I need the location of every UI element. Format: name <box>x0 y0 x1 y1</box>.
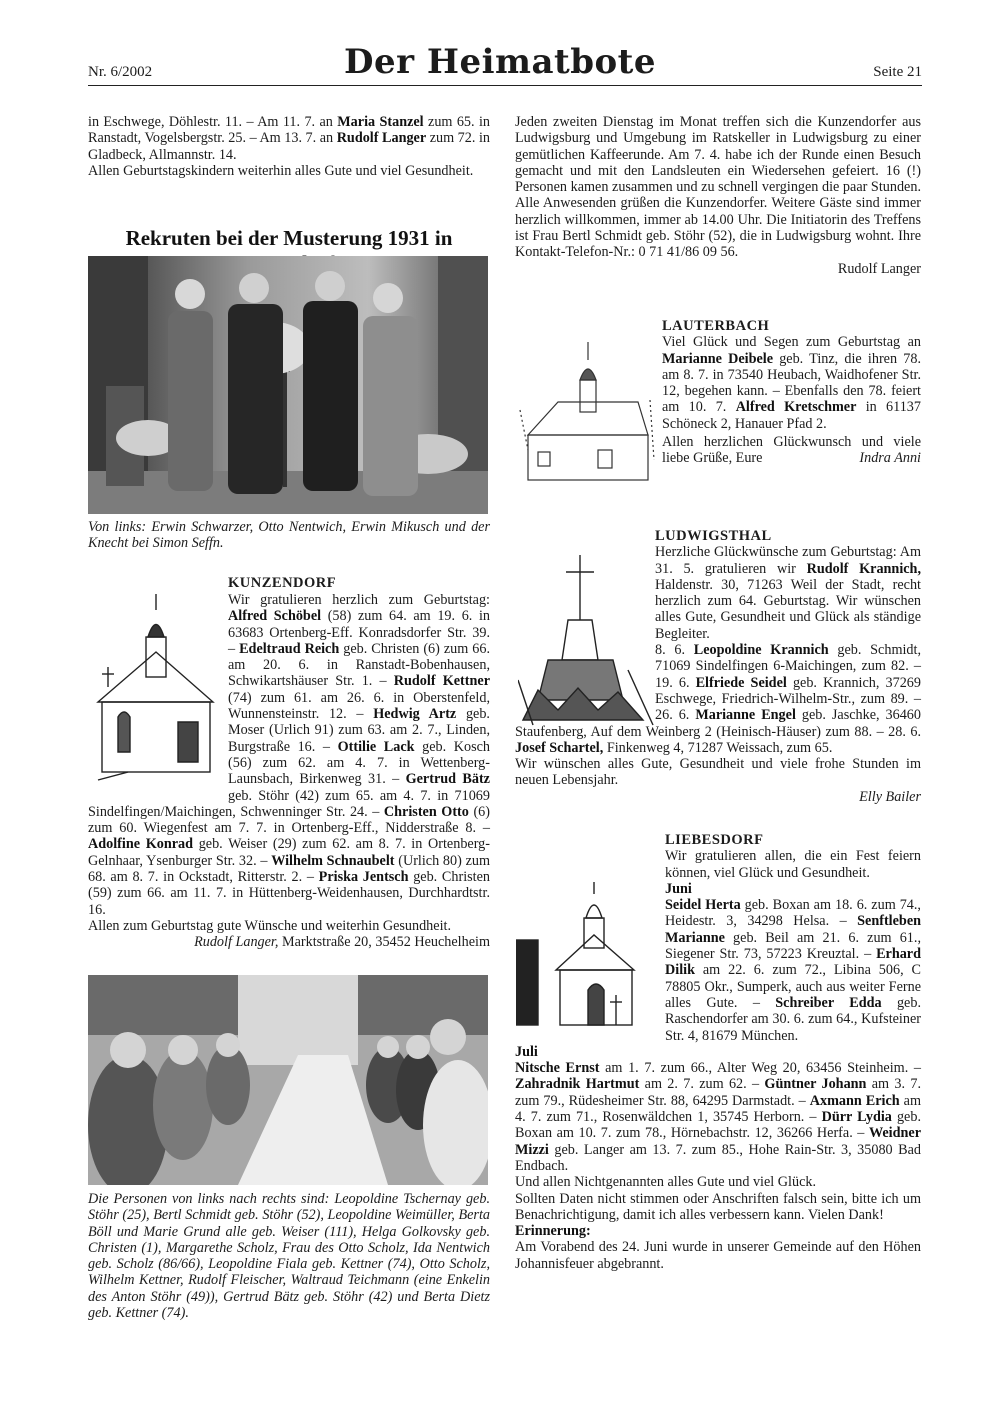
ludwigsthal-section: LUDWIGSTHAL Herzliche Glückwünsche zum Geburtstag: Am 31. 5. gratulieren wir Rudolf Krannich, Haldenstr. 30, 71263 Weil der Stadt, recht herzlich zum 64. Geburtstag. Wir wünschen alles Gute, Gesundheit und Glück als ständige Begleiter. 8. 6. Leopoldine Krannich geb. Schmidt, 71069 Sindelfingen 6-Maichingen, zum 82. – 19. 6. Elfriede Seidel geb. Krannich, 37269 Eschwege, Friedrich-Wilhelm-Str., zum 89. – 26. 6. Marianne Engel geb. Jaschke, 36460 Staufenberg, Auf dem Weinberg 2 (Heinisch-Häuser) zum 88. – 28. 6. Josef Schartel, Finkenweg 4, 71287 Weissach, zum 65. Wir wünschen alles Gute, Gesundheit und viele frohe Stunden im neuen Lebensjahr. Elly Bailer <box>515 528 922 805</box>
lauterbach-title: LAUTERBACH <box>662 318 770 334</box>
group-caption: Die Personen von links nach rechts sind: Leopoldine Tschernay geb. Stöhr (25), Bertl Schmidt geb. Stöhr (52), Leopoldine Weimüller, Berta Böll und Marie Grund alle geb. Weiser (111), Helga Golkovsky geb. Christen (1), Margarethe Scholz, Frau des Otto Scholz, Ida Nentwich geb. Scholz (86/66), Leopoldine Fiala geb. Kettner (74), Otto Scholz, Wilhelm Kettner, Rudolf Fleischer, Waltraud Teichmann (eine Enkelin des Anton Stöhr (49)), Gertrud Bätz geb. Stöhr (42) und Berta Dietz geb. Kettner (74). <box>88 1191 490 1322</box>
header-rule <box>88 85 922 86</box>
masthead: Der Heimatbote <box>343 42 657 82</box>
lauterbach-section: LAUTERBACH Viel Glück und Segen zum Geburtstag an Marianne Deibele geb. Tinz, die ihren 78. am 8. 7. in 73540 Heubach, Waidhofener Str. 12, begehen kann. – Ebenfalls den 78. feiert am 10. 7. Alfred Kretschmer in 61137 Schöneck 2, Hanauer Pfad 2. Allen herzlichen Glückwunsch und viele liebe Grüße, Eure Indra Anni <box>662 318 921 467</box>
lauterbach-chapel-sketch <box>518 340 658 485</box>
recruits-caption: Von links: Erwin Schwarzer, Otto Nentwich, Erwin Mikusch und der Knecht bei Simon Seffn. <box>88 519 490 552</box>
kunzendorf-body: Wir gratulieren herzlich zum Geburtstag: Alfred Schöbel (58) zum 64. am 19. 6. in 63683 Ortenberg-Eff. Konradsdorfer Str. 39. – Edeltraud Reich geb. Christen (6) zum 66. am 20. 6. in Ranstadt-Bobenhausen, Schwikartshäuser Str. 1. – Rudolf Kettner (74) zum 61. am 26. 6. in Oberstenfeld, Wunnensteinstr. 12. – Hedwig Artz geb. Moser (Urlich 91) zum 63. am 2. 7., Linden, Burgstraße 16. – Ottilie Lack geb. Kosch (56) zum 62. am 4. 7. in Wettenberg-Launsbach, Birkenweg 31. – Gertrud Bätz geb. Stöhr (42) zum 65. am 4. 7. in 71069 Sindelfingen/Maichingen, Schwenninger Str. 24. – Christen Otto (6) zum 60. Wiegenfest am 7. 7. in Ortenberg-Eff., Nidderstraße 8. – Adolfine Konrad geb. Weiser (29) zum 62. am 8. 7. in Ortenberg-Gelnhaar, Ysenburger Str. 32. – Wilhelm Schnaubelt (Urlich 80) zum 68. am 8. 7. in Ockstadt, Ritterstr. 2. – Priska Jentsch geb. Christen (59) zum 66. am 11. 7. in Hüttenberg-Weidenhausen, Durchhardtstr. 16. Allen zum Geburtstag gute Wünsche und weiterhin Gesundheit. Rudolf Langer, Marktstraße 20, 35452 Heuchelheim <box>88 592 491 951</box>
liebesdorf-section: LIEBESDORF Wir gratulieren allen, die ein Fest feiern können, viel Glück und Gesundheit. Juni Seidel Herta geb. Boxan am 18. 6. zum 74., Heidestr. 3, 34298 Helsa. – Senftleben Marianne geb. Beil am 21. 6. zum 61., Siegener Str. 73, 57223 Kreuztal. – Erhard Dilik am 22. 6. zum 72., Libina 506, C 78805 Okr., Sumperk, auch aus weiter Ferne alles Gute. – Schreiber Edda geb. Raschendorfer am 30. 6. zum 64., Kufsteiner Str. 4, 81679 München. Juli Nitsche Ernst am 1. 7. zum 66., Alter Weg 20, 63456 Steinheim. – Zahradnik Hartmut am 2. 7. zum 62. – Güntner Johann am 3. 7. zum 79., Rüdesheimer Str. 88, 64295 Darmstadt. – Axmann Erich am 4. 7. zum 71., Rosenwäldchen 1, 35745 Herborn. – Dürr Lydia geb. Boxan am 10. 7. zum 78., Hörnebachstr. 12, 36266 Herfa. – Weidner Mizzi geb. Langer am 13. 7. zum 85., Hohe Rain-Str. 3, 35080 Bad Endbach. Und allen Nichtgenannten alles Gute und viel Glück. Sollten Daten nicht stimmen oder Anschriften falsch sein, bitte ich um Benachrichtigung, damit ich alles verbessern kann. Vielen Dank! Erinnerung: Am Vorabend des 24. Juni wurde in unserer Gemeinde auf den Höhen Johannisfeuer abgebrannt. <box>515 832 921 1272</box>
recruits-heading: Rekruten bei der Musterung 1931 in <box>125 226 453 250</box>
kunzendorf-title: KUNZENDORF <box>228 575 337 591</box>
liebesdorf-title: LIEBESDORF <box>665 832 764 848</box>
recruits-photo <box>88 256 488 514</box>
ludwigsthal-title: LUDWIGSTHAL <box>655 528 772 544</box>
group-photo <box>88 975 488 1185</box>
kunzendorf-upper <box>228 575 490 591</box>
page-number: Seite 21 <box>873 64 922 80</box>
ludwigsburg-meeting: Jeden zweiten Dienstag im Monat treffen sich die Kunzendorfer aus Ludwigsburg und Umgebung im Ratskeller in Ludwigsburg zu einer gemütlichen Kaffeerunde. Am 7. 4. habe ich der Runde einen Besuch gemacht und mit den Landsleuten ein Wiedersehen gefeiert. 16 (!) Personen kamen zusammen und zu schnell vergingen die paar Stunden. Alle Anwesenden grüßen die Kunzendorfer. Weitere Gäste sind immer herzlich willkommen, immer ab 14.00 Uhr. Die Initiatorin des Treffens ist Frau Bertl Schmidt geb. Stöhr (52), die in Ludwigsburg wohnt. Ihre Kontakt-Telefon-Nr.: 0 71 41/86 09 56. Rudolf Langer <box>515 114 921 277</box>
left-top-text: in Eschwege, Döhlestr. 11. – Am 11. 7. an Maria Stanzel zum 65. in Ranstadt, Vogelsbergstr. 25. – Am 13. 7. an Rudolf Langer zum 72. in Gladbeck, Allmannstr. 14. Allen Geburtstagskindern weiterhin alles Gute und viel Gesundheit. <box>88 114 490 179</box>
issue-number: Nr. 6/2002 <box>88 64 153 80</box>
